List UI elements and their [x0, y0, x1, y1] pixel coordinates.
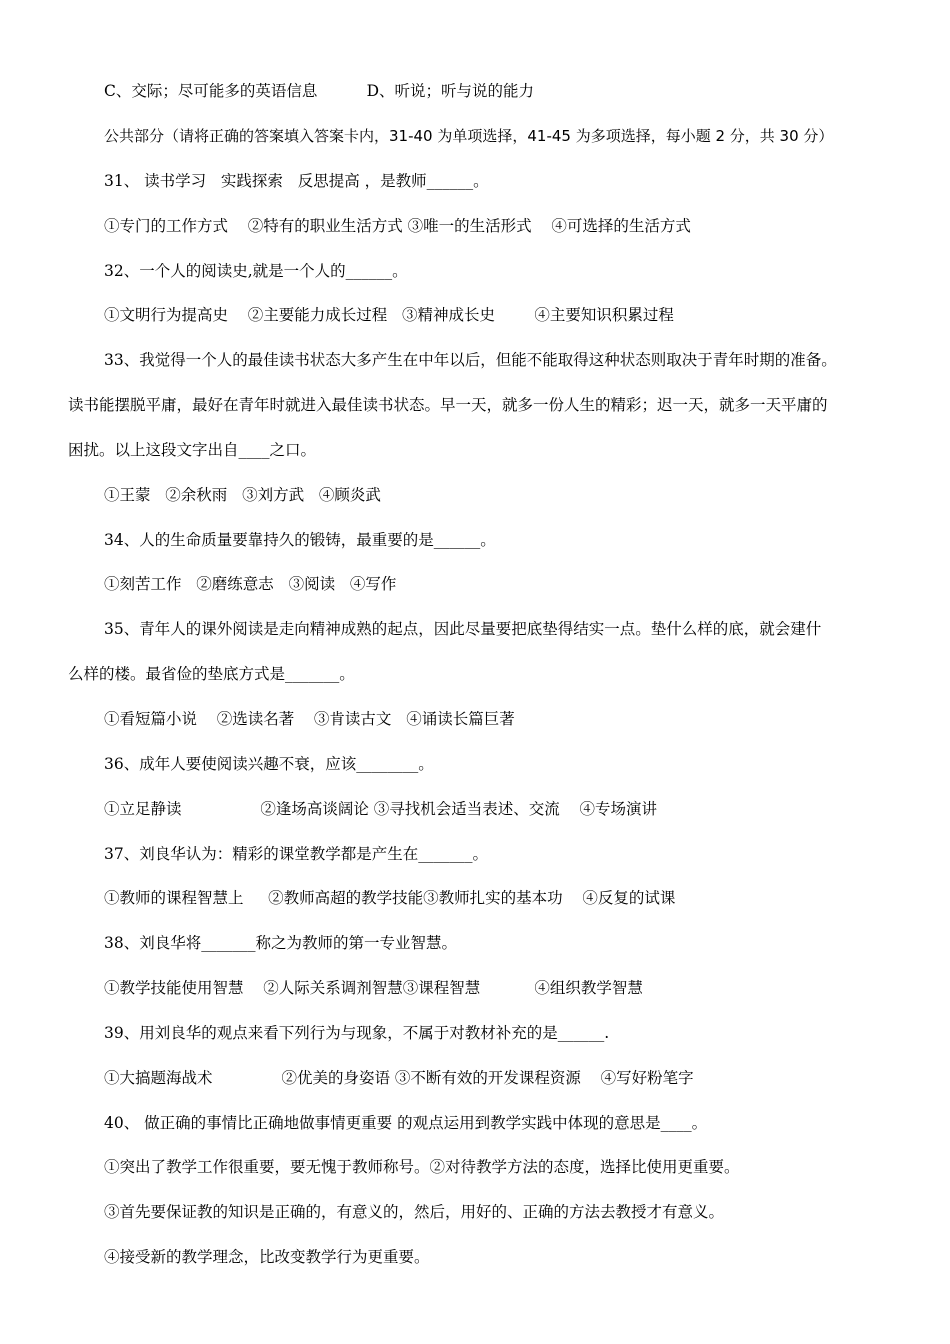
question-31: 31、 读书学习 实践探索 反思提高 ，是教师______。 — [104, 172, 489, 190]
section-instructions: 公共部分（请将正确的答案填入答案卡内，31-40 为单项选择，41-45 为多项选择，每小题 2 分，共 30 分） — [104, 127, 834, 145]
question-37-options: ①教师的课程智慧上 ②教师高超的教学技能③教师扎实的基本功 ④反复的试课 — [104, 889, 676, 907]
question-36-options: ①立足静读 ②逢场高谈阔论 ③寻找机会适当表述、交流 ④专场演讲 — [104, 800, 657, 818]
question-35-options: ①看短篇小说 ②选读名著 ③肯读古文 ④诵读长篇巨著 — [104, 710, 515, 728]
question-35-line-1: 35、青年人的课外阅读是走向精神成熟的起点，因此尽量要把底垫得结实一点。垫什么样的底，就会建什 — [104, 620, 822, 638]
question-39-options: ①大搞题海战术 ②优美的身姿语 ③不断有效的开发课程资源 ④写好粉笔字 — [104, 1069, 694, 1087]
question-38: 38、刘良华将_______称之为教师的第一专业智慧。 — [104, 934, 457, 952]
question-37: 37、刘良华认为：精彩的课堂教学都是产生在_______。 — [104, 845, 488, 863]
question-32: 32、一个人的阅读史,就是一个人的______。 — [104, 262, 408, 280]
question-36: 36、成年人要使阅读兴趣不衰，应该________。 — [104, 755, 434, 773]
question-34-options: ①刻苦工作 ②磨练意志 ③阅读 ④写作 — [104, 575, 397, 593]
question-35-line-2: 么样的楼。最省俭的垫底方式是_______。 — [68, 665, 355, 683]
question-39: 39、用刘良华的观点来看下列行为与现象，不属于对教材补充的是______. — [104, 1024, 610, 1042]
question-31-options: ①专门的工作方式 ②特有的职业生活方式 ③唯一的生活形式 ④可选择的生活方式 — [104, 217, 691, 235]
question-38-options: ①教学技能使用智慧 ②人际关系调剂智慧③课程智慧 ④组织教学智慧 — [104, 979, 643, 997]
question-40-option-1-2: ①突出了教学工作很重要，要无愧于教师称号。②对待教学方法的态度，选择比使用更重要。 — [104, 1158, 740, 1176]
question-32-options: ①文明行为提高史 ②主要能力成长过程 ③精神成长史 ④主要知识积累过程 — [104, 306, 674, 324]
question-33-line-3: 困扰。以上这段文字出自____之口。 — [68, 441, 317, 459]
question-33-line-2: 读书能摆脱平庸，最好在青年时就进入最佳读书状态。早一天，就多一份人生的精彩；迟一天，就多一天平庸的 — [68, 396, 828, 414]
question-34: 34、人的生命质量要靠持久的锻铸，最重要的是______。 — [104, 531, 496, 549]
option-line-cd: C、交际；尽可能多的英语信息 D、听说；听与说的能力 — [104, 82, 535, 100]
question-40: 40、 做正确的事情比正确地做事情更重要 的观点运用到教学实践中体现的意思是____。 — [104, 1114, 708, 1132]
question-40-option-3: ③首先要保证教的知识是正确的，有意义的，然后，用好的、正确的方法去教授才有意义。 — [104, 1203, 725, 1221]
question-33-options: ①王蒙 ②余秋雨 ③刘方武 ④顾炎武 — [104, 486, 381, 504]
question-40-option-4: ④接受新的教学理念，比改变教学行为更重要。 — [104, 1248, 430, 1266]
question-33-line-1: 33、我觉得一个人的最佳读书状态大多产生在中年以后，但能不能取得这种状态则取决于青年时期的准备。 — [104, 351, 837, 369]
